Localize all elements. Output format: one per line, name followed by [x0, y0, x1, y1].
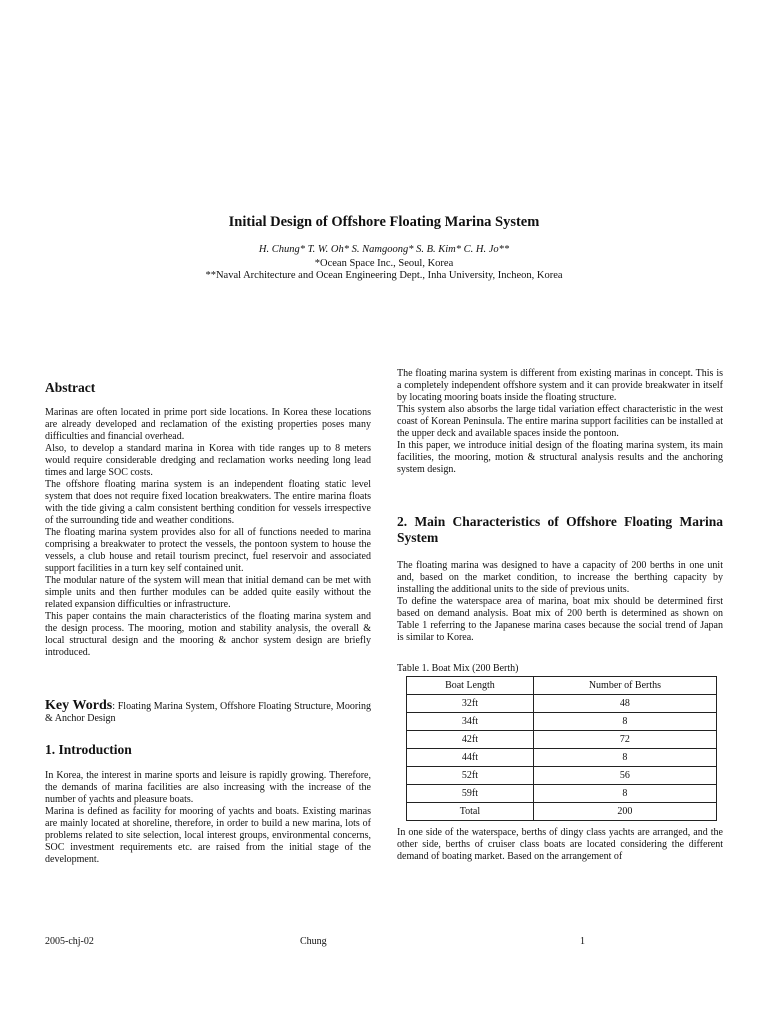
table-cell: 8 [533, 785, 716, 803]
table-row [407, 731, 717, 749]
intro-paragraph: In Korea, the interest in marine sports and leisure is rapidly growing. Therefore, the demands of marina facilities are also increasing with the increase of the number of yachts and pleasure boats. [45, 770, 371, 805]
boat-mix-table [406, 676, 717, 821]
page-number: 1 [580, 936, 585, 947]
table-cell: 34ft [407, 713, 534, 731]
abstract-paragraph: The offshore floating marina system is an independent floating static level system that does not require fixed location breakwaters. The entire marina floats with the tide giving a calm consistent berthing condition for vessels irrespective of the surrounding tide and weather conditions. [45, 479, 371, 526]
table-row [407, 695, 717, 713]
table-total-row [407, 803, 717, 821]
keywords-block [45, 700, 371, 725]
table-cell: 72 [533, 731, 716, 749]
keywords-text: : Floating Marina System, Offshore Floating Structure, Mooring & Anchor Design [45, 701, 372, 724]
abstract-section [45, 380, 371, 659]
keywords-label: Key Words [45, 698, 113, 713]
table-row [407, 767, 717, 785]
table-cell: 8 [533, 713, 716, 731]
abstract-paragraph: Also, to develop a standard marina in Korea with tide ranges up to 8 meters would require considerable dredging and reclamation works needing long lead times and large SOC costs. [45, 443, 371, 478]
footer-author: Chung [300, 936, 327, 947]
intro-continued-paragraph: In this paper, we introduce initial design of the floating marina system, its main facilities, the mooring, motion & structural analysis results and the anchoring system design. [397, 440, 723, 475]
paper-title: Initial Design of Offshore Floating Marina System [228, 214, 540, 230]
intro-paragraph: Marina is defined as facility for mooring of yachts and boats. Existing marinas are mainly located at shoreline, therefore, in order to build a new marina, lots of problems related to site selection, local interest groups, environmental concerns, SOC investment requirements etc. are raised from the initial stage of the development. [45, 806, 371, 865]
table-cell: 32ft [407, 695, 534, 713]
intro-continued-paragraph: This system also absorbs the large tidal variation effect characteristic in the west coast of Korean Peninsula. The entire marina support facilities can be installed at the upper deck and available spaces inside the pontoon. [397, 404, 723, 439]
after-table-paragraph: In one side of the waterspace, berths of dingy class yachts are arranged, and the other side, berths of cruiser class boats are located considering the different demand of boating market. Based on the arrangement of [397, 827, 723, 862]
section2-paragraph: To define the waterspace area of marina, boat mix should be determined first based on demand analysis. Boat mix of 200 berth is determined as shown on Table 1 referring to the Japanese marina cases because the social trend of Japan is similar to Korea. [397, 596, 723, 643]
abstract-heading: Abstract [45, 380, 96, 395]
table-header-row [407, 677, 717, 695]
table-cell: 44ft [407, 749, 534, 767]
column-header: Boat Length [407, 677, 534, 695]
table-cell: Total [407, 803, 534, 821]
table-row [407, 749, 717, 767]
footer-paper-id: 2005-chj-02 [45, 936, 94, 947]
section2-paragraph: The floating marina was designed to have a capacity of 200 berths in one unit and, based on the market condition, to increase the berthing capacity by installing the additional units to the side of previous units. [397, 560, 723, 595]
table-caption: Table 1. Boat Mix (200 Berth) [397, 663, 519, 674]
table-cell: 59ft [407, 785, 534, 803]
section2-block [397, 514, 723, 644]
abstract-paragraph: This paper contains the main characteristics of the floating marina system and the design process. The mooring, motion and stability analysis, the overall & local structural design and the mooring & anchor system design are briefly introduced. [45, 611, 371, 658]
table-cell: 48 [533, 695, 716, 713]
intro-continued-paragraph: The floating marina system is different from existing marinas in concept. This is a completely independent offshore system and it can provide breakwater in itself by locating mooring boats inside the floating structure. [397, 368, 723, 403]
abstract-paragraph: Marinas are often located in prime port side locations. In Korea these locations are already developed and reclamation of the existing properties poses many difficulties and financial overhead. [45, 407, 371, 442]
affiliation-2: **Naval Architecture and Ocean Engineering Dept., Inha University, Incheon, Korea [205, 270, 563, 281]
table-cell: 200 [533, 803, 716, 821]
abstract-paragraph: The modular nature of the system will mean that initial demand can be met with simple units and then further modules can be added quite easily without the related expansion difficulties or infrastructure. [45, 575, 371, 610]
introduction-section [45, 742, 371, 866]
introduction-heading: 1. Introduction [45, 742, 132, 757]
table-cell: 52ft [407, 767, 534, 785]
right-intro-block [397, 368, 723, 476]
column-header: Number of Berths [533, 677, 716, 695]
table-cell: 42ft [407, 731, 534, 749]
table-cell: 56 [533, 767, 716, 785]
author-list: H. Chung* T. W. Oh* S. Namgoong* S. B. Kim* C. H. Jo** [258, 244, 510, 255]
table-row [407, 713, 717, 731]
affiliation-1: *Ocean Space Inc., Seoul, Korea [314, 258, 454, 269]
section2-heading: 2. Main Characteristics of Offshore Floating Marina System [397, 514, 723, 545]
table-cell: 8 [533, 749, 716, 767]
abstract-paragraph: The floating marina system provides also for all of functions needed to marina comprising a breakwater to protect the vessels, the pontoon system to house the vessels, a club house and retail tourism precinct, fuel reservoir and associated support facilities in a turn key self contained unit. [45, 527, 371, 574]
table-row [407, 785, 717, 803]
